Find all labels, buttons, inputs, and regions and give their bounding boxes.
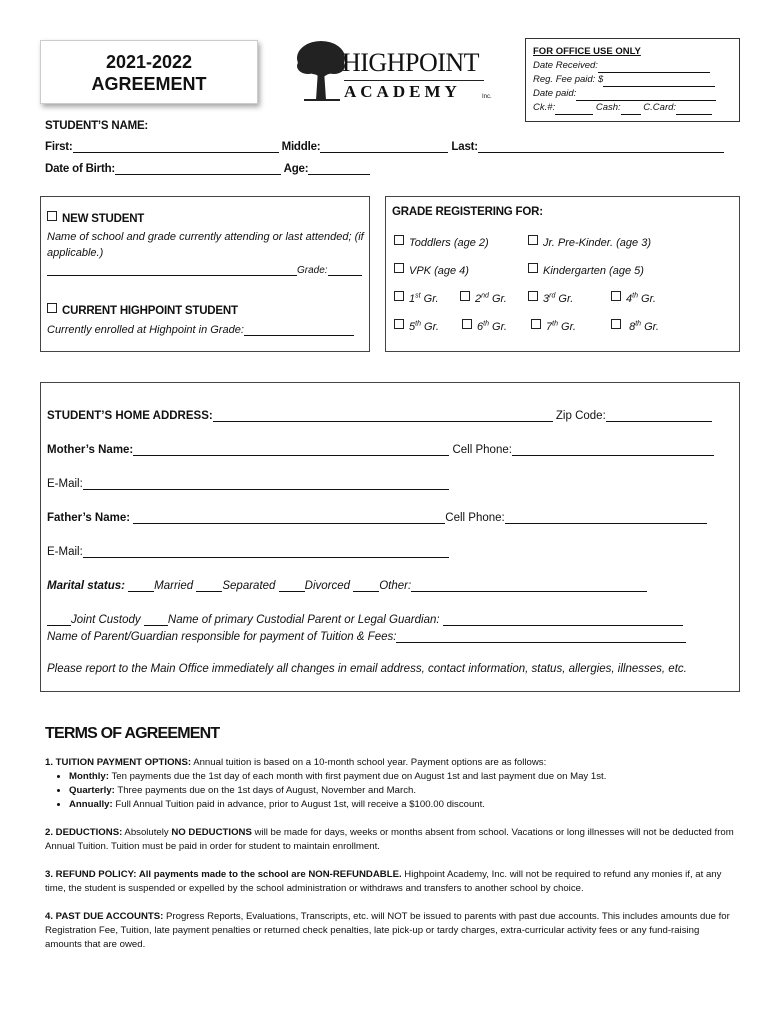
middle-name-field[interactable] [320,140,448,153]
grade-6-suffix: th [483,320,489,328]
term-2-text-c: will be made for days, weeks or months absent from school. Vacations or long illnesses will not be deducted from Annual Tuition. Tuition must be paid in order for student to maintain enrollment. [45,827,734,852]
annually-heading: Annually: [69,799,113,810]
date-received-field[interactable] [598,63,710,73]
grade-5-number: 5 [409,321,416,333]
term-1-text: Annual tuition is based on a 10-month school year. Payment options are as follows: [191,757,547,768]
father-cell-label: Cell Phone: [445,512,505,524]
logo-highpoint: HIGHPOINT [342,48,480,77]
grade-6-gr: Gr. [492,321,507,333]
previous-school-field[interactable] [47,263,297,276]
school-logo [296,38,496,106]
title-year: 2021-2022 [105,52,193,72]
middle-label: Middle: [281,141,321,153]
previous-grade-field[interactable] [328,263,362,276]
date-received-label: Date Received: [533,60,598,71]
primary-custodial-label: Name of primary Custodial Parent or Legal Guardian: [167,614,440,626]
payment-responsible-field[interactable] [396,630,686,643]
grade-1-gr: Gr. [423,293,439,305]
reg-fee-row [533,73,732,87]
grade-3-gr: Gr. [558,293,574,305]
mother-row [47,443,714,456]
grade-3-option[interactable] [528,291,573,305]
term-4-text: Progress Reports, Evaluations, Transcripts, etc. will NOT be issued to parents with past due accounts. This includes amounts due for Registration Fee, Tuition, late payment penalties or returned check penalties, late pick-up or tardy charges, extra-curricular activity fees or any fund-raising amounts that are owed. [45,911,730,950]
separated-label: Separated [222,580,276,592]
grade-2-gr: Gr. [491,293,507,305]
term-2-text-a: Absolutely [122,827,172,838]
card-field[interactable] [676,105,712,115]
joint-custody-label: Joint Custody [71,614,141,626]
father-row [47,511,707,524]
grade-6-option[interactable] [462,319,507,333]
home-address-row [47,409,712,422]
new-student-desc: Name of school and grade currently attending or last attended; (if applicable.) [47,231,364,259]
student-name-row [45,140,724,153]
monthly-heading: Monthly: [69,771,109,782]
grade-1-suffix: st [415,292,421,300]
father-email-label: E-Mail: [47,546,83,558]
home-address-field[interactable] [213,409,553,422]
cash-label: Cash: [595,102,621,113]
quarterly-heading: Quarterly: [69,785,115,796]
first-label: First: [45,141,73,153]
prek-checkbox[interactable] [528,235,538,245]
new-student-label: NEW STUDENT [62,213,145,225]
married-field[interactable] [128,579,154,592]
annually-text: Full Annual Tuition paid in advance, prior to August 1st, will receive a $100.00 discount. [112,799,485,810]
kindergarten-option[interactable] [528,263,644,277]
first-name-field[interactable] [73,140,279,153]
office-use-box [525,38,740,122]
age-label: Age: [283,163,309,175]
grade-1-checkbox[interactable] [394,291,404,301]
father-label: Father’s Name: [47,512,131,524]
married-label: Married [154,580,194,592]
mother-email-label: E-Mail: [47,478,83,490]
grade-3-checkbox[interactable] [528,291,538,301]
student-status-box [40,196,370,352]
last-name-field[interactable] [478,140,724,153]
grade-registering-box [385,196,740,352]
date-received-row [533,59,732,73]
reg-fee-label: Reg. Fee paid: $ [533,74,604,85]
primary-custodial-check[interactable] [144,613,168,626]
term-3-emphasis: All payments made to the school are NON-REFUNDABLE. [136,869,402,880]
grade-5-checkbox[interactable] [394,319,404,329]
mother-label: Mother’s Name: [47,444,134,456]
terms-heading: TERMS OF AGREEMENT [45,725,220,742]
current-student-label: CURRENT HIGHPOINT STUDENT [62,305,238,317]
term-2-heading: 2. DEDUCTIONS: [45,827,123,838]
current-grade-row [47,323,354,336]
dob-label: Date of Birth: [45,163,116,175]
vpk-option[interactable] [394,263,469,277]
grade-4-gr: Gr. [641,293,656,305]
term-1 [45,756,735,770]
payment-options-list [45,770,735,812]
dob-row [45,162,370,175]
current-student-row [47,303,238,317]
term-4 [45,910,735,952]
logo-rule [344,80,484,81]
grade-8-checkbox[interactable] [611,319,621,329]
agreement-title [40,40,258,104]
vpk-checkbox[interactable] [394,263,404,273]
grade-5-option[interactable] [394,319,439,333]
cash-field[interactable] [621,105,641,115]
mother-cell-label: Cell Phone: [452,444,512,456]
mother-email-row [47,477,449,490]
grade-8-number: 8 [629,321,636,333]
grade-7-suffix: th [552,320,558,328]
separated-field[interactable] [196,579,222,592]
card-label: C.Card: [643,102,677,113]
current-grade-field[interactable] [244,323,354,336]
grade-2-checkbox[interactable] [460,291,470,301]
marital-status-row [47,579,647,592]
grade-label: Grade: [297,265,328,276]
office-heading: FOR OFFICE USE ONLY [533,46,641,57]
logo-inc: Inc. [482,94,492,100]
payment-responsible-row [47,630,686,643]
mother-cell-field[interactable] [512,443,714,456]
other-check-field[interactable] [353,579,379,592]
prek-label: Jr. Pre-Kinder. (age 3) [543,237,652,249]
list-item [69,784,735,798]
grade-registering-heading: GRADE REGISTERING FOR: [392,206,543,218]
monthly-text: Ten payments due the 1st day of each month with first payment due on August 1st and last payment due on May 1st. [108,771,607,782]
grade-7-checkbox[interactable] [531,319,541,329]
reg-fee-field[interactable] [603,77,715,87]
father-cell-field[interactable] [505,511,707,524]
term-3 [45,868,735,896]
term-2-emphasis: NO DEDUCTIONS [171,827,252,838]
father-email-field[interactable] [83,545,449,558]
new-student-checkbox[interactable] [47,211,57,221]
quarterly-text: Three payments due on the 1st days of August, November and March. [114,785,416,796]
new-student-row [47,211,144,225]
terms-section [45,756,735,952]
father-name-field[interactable] [133,511,445,524]
grade-6-number: 6 [477,321,484,333]
age-field[interactable] [308,162,370,175]
list-item [69,798,735,812]
change-notice: Please report to the Main Office immediately all changes in email address, contact information, status, allergies, illnesses, etc. [47,663,687,675]
grade-4-option[interactable] [611,291,656,305]
logo-academy: ACADEMY [344,82,461,101]
payment-method-row [533,101,732,115]
mother-name-field[interactable] [133,443,449,456]
toddlers-label: Toddlers (age 2) [409,237,489,249]
grade-3-suffix: rd [549,292,556,300]
grade-8-option[interactable] [611,319,659,333]
divorced-field[interactable] [279,579,305,592]
grade-2-option[interactable] [460,291,507,305]
grade-7-option[interactable] [531,319,576,333]
grade-8-gr: Gr. [644,321,659,333]
grade-5-suffix: th [415,320,421,328]
custody-row [47,613,683,626]
payment-responsible-label: Name of Parent/Guardian responsible for payment of Tuition & Fees: [47,631,397,643]
grade-2-number: 2 [475,293,482,305]
grade-3-number: 3 [543,293,550,305]
grade-7-gr: Gr. [561,321,576,333]
previous-school-row [47,263,362,276]
student-name-label: STUDENT’S NAME: [45,120,149,132]
ck-label: Ck.#: [533,102,556,113]
primary-custodial-field[interactable] [443,613,683,626]
term-3-text: Highpoint Academy, Inc. will not be required to refund any monies if, at any time, the student is suspended or expelled by the school administration or withdraws and transfers to another school by choice. [45,869,722,894]
current-grade-label: Currently enrolled at Highpoint in Grade: [47,324,244,336]
father-email-row [47,545,449,558]
term-1-heading: 1. TUITION PAYMENT OPTIONS: [45,757,192,768]
divorced-label: Divorced [304,580,351,592]
grade-4-number: 4 [626,293,633,305]
term-4-heading: 4. PAST DUE ACCOUNTS: [45,911,164,922]
kindergarten-checkbox[interactable] [528,263,538,273]
current-student-checkbox[interactable] [47,303,57,313]
prek-option[interactable] [528,235,651,249]
term-2 [45,826,735,854]
grade-1-number: 1 [409,293,416,305]
marital-status-label: Marital status: [47,580,125,592]
dob-field[interactable] [115,162,281,175]
date-paid-label: Date paid: [533,88,577,99]
zip-field[interactable] [606,409,712,422]
other-label: Other: [379,580,412,592]
toddlers-option[interactable] [394,235,489,249]
other-field[interactable] [411,579,647,592]
zip-label: Zip Code: [555,410,606,422]
vpk-label: VPK (age 4) [409,265,469,277]
joint-custody-field[interactable] [47,613,71,626]
last-label: Last: [451,141,478,153]
home-address-label: STUDENT’S HOME ADDRESS: [47,410,213,422]
grade-1-option[interactable] [394,291,439,305]
term-3-heading: 3. REFUND POLICY: [45,869,137,880]
grade-4-checkbox[interactable] [611,291,621,301]
grade-4-suffix: th [632,292,638,300]
grade-8-suffix: th [635,320,642,328]
title-agreement: AGREEMENT [91,74,207,94]
date-paid-row [533,87,732,101]
grade-2-suffix: nd [481,292,489,300]
date-paid-field[interactable] [576,91,716,101]
grade-5-gr: Gr. [424,321,439,333]
toddlers-checkbox[interactable] [394,235,404,245]
tree-icon [296,38,346,104]
list-item [69,770,735,784]
contact-info-box [40,382,740,692]
grade-6-checkbox[interactable] [462,319,472,329]
mother-email-field[interactable] [83,477,449,490]
kindergarten-label: Kindergarten (age 5) [543,265,644,277]
ck-field[interactable] [555,105,593,115]
grade-7-number: 7 [546,321,553,333]
